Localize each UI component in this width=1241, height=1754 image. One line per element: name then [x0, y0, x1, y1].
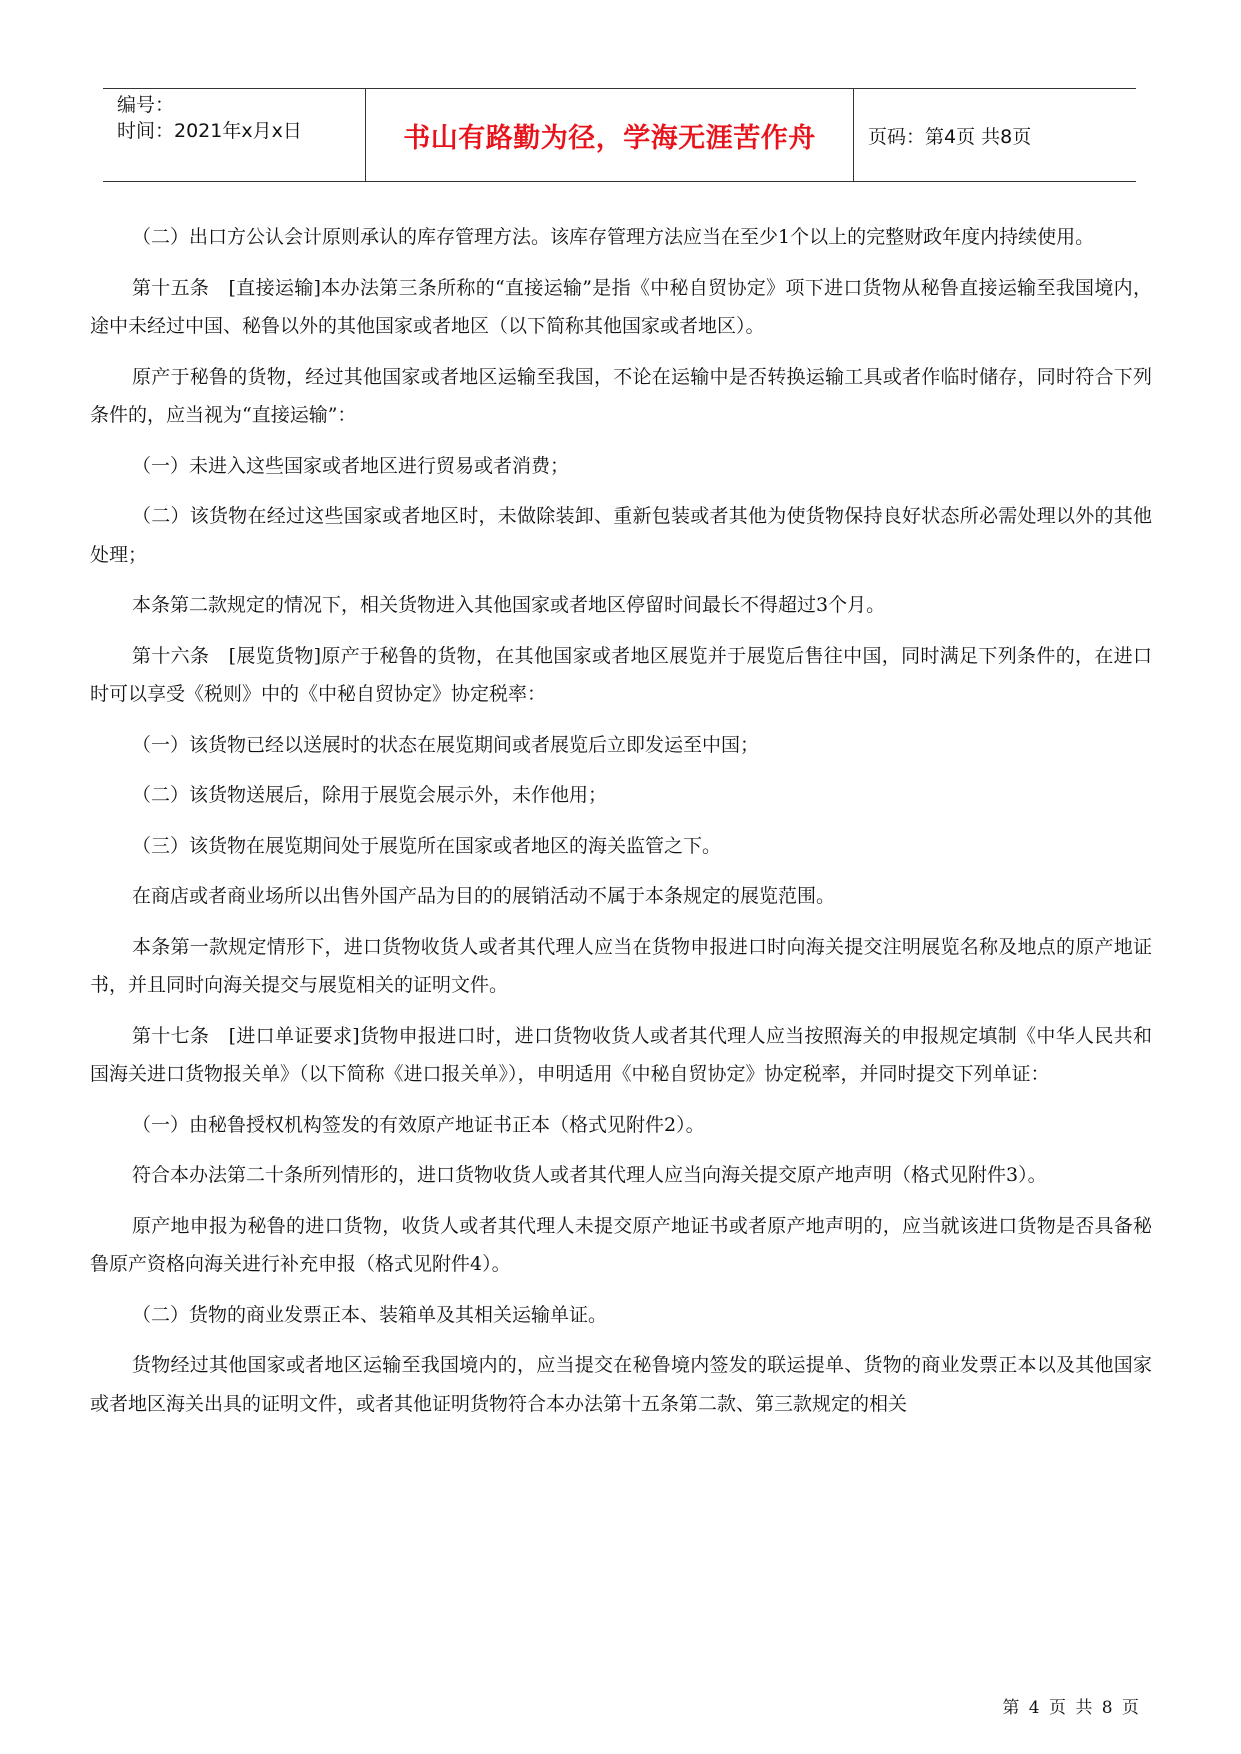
paragraph: 本条第一款规定情形下，进口货物收货人或者其代理人应当在货物申报进口时向海关提交注明展览名称及地点的原产地证书，并且同时向海关提交与展览相关的证明文件。 — [90, 935, 1152, 996]
header-meta — [103, 89, 366, 181]
paragraph: （一）未进入这些国家或者地区进行贸易或者消费； — [132, 454, 570, 477]
header-page-info: 页码：第4页 共8页 — [868, 125, 1032, 148]
paragraph: 在商店或者商业场所以出售外国产品为目的的展销活动不属于本条规定的展览范围。 — [132, 885, 836, 907]
paragraph: 货物经过其他国家或者地区运输至我国境内的，应当提交在秘鲁境内签发的联运提单、货物的商业发票正本以及其他国家或者地区海关出具的证明文件，或者其他证明货物符合本办法第十五条第二款、第三款规定的相关 — [90, 1354, 1152, 1415]
paragraph: （一）由秘鲁授权机构签发的有效原产地证书正本（格式见附件2）。 — [132, 1113, 705, 1136]
paragraph: （二）货物的商业发票正本、装箱单及其相关运输单证。 — [132, 1303, 608, 1326]
page-header — [103, 88, 1136, 182]
paragraph: （一）该货物已经以送展时的状态在展览期间或者展览后立即发运至中国； — [132, 733, 760, 756]
paragraph: （三）该货物在展览期间处于展览所在国家或者地区的海关监管之下。 — [132, 834, 722, 857]
paragraph: （二）该货物送展后，除用于展览会展示外，未作他用； — [132, 784, 608, 806]
page-footer-number: 第 4 页 共 8 页 — [1002, 1698, 1141, 1718]
paragraph: 第十六条 [展览货物]原产于秘鲁的货物，在其他国家或者地区展览并于展览后售往中国，同时满足下列条件的，在进口时可以享受《税则》中的《中秘自贸协定》协定税率： — [90, 644, 1152, 705]
document-time-label: 时间：2021年x月x日 — [117, 120, 302, 142]
paragraph: 原产地申报为秘鲁的进口货物，收货人或者其代理人未提交原产地证书或者原产地声明的，应当就该进口货物是否具备秘鲁原产资格向海关进行补充申报（格式见附件4）。 — [90, 1214, 1152, 1275]
paragraph: 第十七条 [进口单证要求]货物申报进口时，进口货物收货人或者其代理人应当按照海关的申报规定填制《中华人民共和国海关进口货物报关单》（以下简称《进口报关单》），申明适用《中秘自贸协定》协定税率，并同时提交下列单证： — [90, 1024, 1152, 1085]
paragraph: （二）出口方公认会计原则承认的库存管理方法。该库存管理方法应当在至少1个以上的完整财政年度内持续使用。 — [132, 226, 1095, 248]
header-motto: 书山有路勤为径，学海无涯苦作舟 — [366, 89, 854, 181]
paragraph: （二）该货物在经过这些国家或者地区时，未做除装卸、重新包装或者其他为使货物保持良好状态所必需处理以外的其他处理； — [90, 505, 1152, 566]
paragraph: 第十五条 [直接运输]本办法第三条所称的“直接运输”是指《中秘自贸协定》项下进口货物从秘鲁直接运输至我国境内，途中未经过中国、秘鲁以外的其他国家或者地区（以下简称其他国家或者地区）。 — [90, 276, 1152, 337]
paragraph: 本条第二款规定的情况下，相关货物进入其他国家或者地区停留时间最长不得超过3个月。 — [132, 594, 886, 616]
document-body — [90, 218, 1152, 1435]
paragraph: 符合本办法第二十条所列情形的，进口货物收货人或者其代理人应当向海关提交原产地声明（格式见附件3）。 — [132, 1164, 1047, 1186]
document-number-label: 编号： — [117, 94, 175, 116]
paragraph: 原产于秘鲁的货物，经过其他国家或者地区运输至我国，不论在运输中是否转换运输工具或者作临时储存，同时符合下列条件的，应当视为“直接运输”： — [90, 365, 1152, 426]
